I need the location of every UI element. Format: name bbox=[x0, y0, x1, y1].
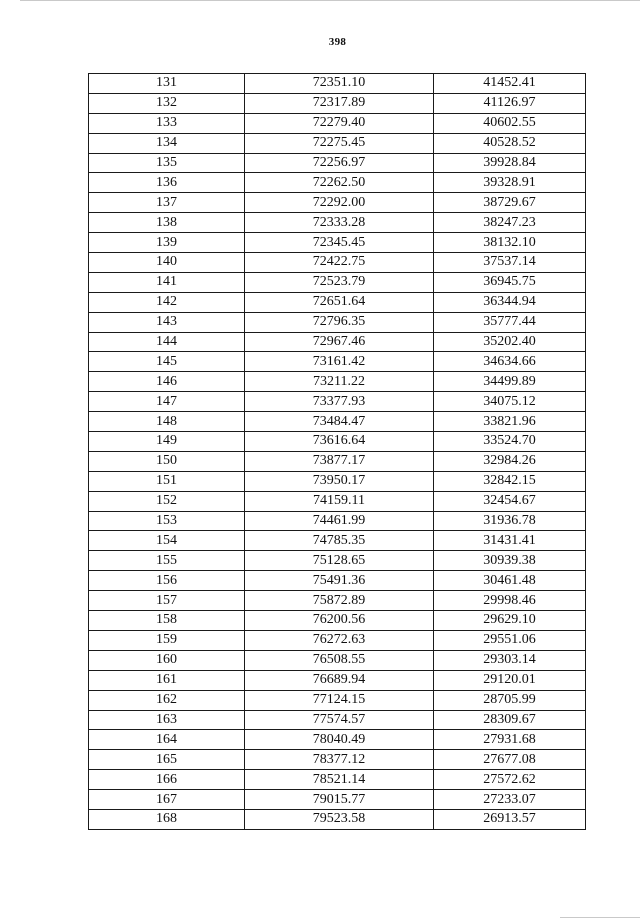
y-coordinate-cell: 41126.97 bbox=[434, 93, 586, 113]
table-row bbox=[89, 213, 586, 233]
point-number-cell: 132 bbox=[89, 93, 245, 113]
table-row bbox=[89, 93, 586, 113]
x-coordinate-cell: 72292.00 bbox=[245, 193, 434, 213]
x-coordinate-cell: 74785.35 bbox=[245, 531, 434, 551]
y-coordinate-cell: 27572.62 bbox=[434, 770, 586, 790]
y-coordinate-cell: 29120.01 bbox=[434, 670, 586, 690]
table-row bbox=[89, 750, 586, 770]
page-number: 398 bbox=[328, 36, 347, 48]
table-row bbox=[89, 352, 586, 372]
table-row bbox=[89, 173, 586, 193]
x-coordinate-cell: 74159.11 bbox=[245, 491, 434, 511]
y-coordinate-cell: 34634.66 bbox=[434, 352, 586, 372]
y-coordinate-cell: 39328.91 bbox=[434, 173, 586, 193]
point-number-cell: 150 bbox=[89, 451, 245, 471]
table-row bbox=[89, 412, 586, 432]
table-row bbox=[89, 253, 586, 273]
point-number-cell: 155 bbox=[89, 551, 245, 571]
y-coordinate-cell: 28309.67 bbox=[434, 710, 586, 730]
x-coordinate-cell: 75491.36 bbox=[245, 571, 434, 591]
table-row bbox=[89, 710, 586, 730]
y-coordinate-cell: 30461.48 bbox=[434, 571, 586, 591]
x-coordinate-cell: 73616.64 bbox=[245, 432, 434, 452]
y-coordinate-cell: 32842.15 bbox=[434, 471, 586, 491]
point-number-cell: 159 bbox=[89, 630, 245, 650]
y-coordinate-cell: 27931.68 bbox=[434, 730, 586, 750]
table-row bbox=[89, 551, 586, 571]
y-coordinate-cell: 29303.14 bbox=[434, 650, 586, 670]
x-coordinate-cell: 72651.64 bbox=[245, 292, 434, 312]
point-number-cell: 163 bbox=[89, 710, 245, 730]
point-number-cell: 160 bbox=[89, 650, 245, 670]
y-coordinate-cell: 27677.08 bbox=[434, 750, 586, 770]
point-number-cell: 148 bbox=[89, 412, 245, 432]
x-coordinate-cell: 73484.47 bbox=[245, 412, 434, 432]
x-coordinate-cell: 76200.56 bbox=[245, 611, 434, 631]
x-coordinate-cell: 72317.89 bbox=[245, 93, 434, 113]
x-coordinate-cell: 79015.77 bbox=[245, 790, 434, 810]
table-row bbox=[89, 790, 586, 810]
y-coordinate-cell: 31431.41 bbox=[434, 531, 586, 551]
y-coordinate-cell: 39928.84 bbox=[434, 153, 586, 173]
x-coordinate-cell: 72422.75 bbox=[245, 253, 434, 273]
table-row bbox=[89, 471, 586, 491]
point-number-cell: 137 bbox=[89, 193, 245, 213]
table-row bbox=[89, 113, 586, 133]
table-row bbox=[89, 372, 586, 392]
table-row bbox=[89, 809, 586, 829]
x-coordinate-cell: 72256.97 bbox=[245, 153, 434, 173]
x-coordinate-cell: 76689.94 bbox=[245, 670, 434, 690]
y-coordinate-cell: 41452.41 bbox=[434, 74, 586, 94]
point-number-cell: 145 bbox=[89, 352, 245, 372]
y-coordinate-cell: 33821.96 bbox=[434, 412, 586, 432]
point-number-cell: 147 bbox=[89, 392, 245, 412]
coordinate-table bbox=[88, 73, 586, 830]
scan-bottom-edge bbox=[560, 917, 640, 918]
y-coordinate-cell: 35202.40 bbox=[434, 332, 586, 352]
y-coordinate-cell: 29551.06 bbox=[434, 630, 586, 650]
point-number-cell: 153 bbox=[89, 511, 245, 531]
table-row bbox=[89, 312, 586, 332]
y-coordinate-cell: 38729.67 bbox=[434, 193, 586, 213]
point-number-cell: 144 bbox=[89, 332, 245, 352]
point-number-cell: 168 bbox=[89, 809, 245, 829]
y-coordinate-cell: 38132.10 bbox=[434, 233, 586, 253]
x-coordinate-cell: 72351.10 bbox=[245, 74, 434, 94]
x-coordinate-cell: 72279.40 bbox=[245, 113, 434, 133]
y-coordinate-cell: 29629.10 bbox=[434, 611, 586, 631]
point-number-cell: 133 bbox=[89, 113, 245, 133]
x-coordinate-cell: 75872.89 bbox=[245, 591, 434, 611]
y-coordinate-cell: 34499.89 bbox=[434, 372, 586, 392]
point-number-cell: 161 bbox=[89, 670, 245, 690]
y-coordinate-cell: 34075.12 bbox=[434, 392, 586, 412]
x-coordinate-cell: 78377.12 bbox=[245, 750, 434, 770]
x-coordinate-cell: 77124.15 bbox=[245, 690, 434, 710]
table-row bbox=[89, 432, 586, 452]
table-row bbox=[89, 571, 586, 591]
table-row bbox=[89, 74, 586, 94]
point-number-cell: 158 bbox=[89, 611, 245, 631]
table-row bbox=[89, 531, 586, 551]
point-number-cell: 162 bbox=[89, 690, 245, 710]
x-coordinate-cell: 72333.28 bbox=[245, 213, 434, 233]
y-coordinate-cell: 36344.94 bbox=[434, 292, 586, 312]
x-coordinate-cell: 72345.45 bbox=[245, 233, 434, 253]
point-number-cell: 156 bbox=[89, 571, 245, 591]
point-number-cell: 140 bbox=[89, 253, 245, 273]
point-number-cell: 142 bbox=[89, 292, 245, 312]
point-number-cell: 134 bbox=[89, 133, 245, 153]
y-coordinate-cell: 30939.38 bbox=[434, 551, 586, 571]
point-number-cell: 139 bbox=[89, 233, 245, 253]
table-row bbox=[89, 511, 586, 531]
table-row bbox=[89, 233, 586, 253]
point-number-cell: 157 bbox=[89, 591, 245, 611]
point-number-cell: 146 bbox=[89, 372, 245, 392]
point-number-cell: 164 bbox=[89, 730, 245, 750]
table-row bbox=[89, 670, 586, 690]
table-row bbox=[89, 292, 586, 312]
x-coordinate-cell: 73950.17 bbox=[245, 471, 434, 491]
x-coordinate-cell: 73161.42 bbox=[245, 352, 434, 372]
table-row bbox=[89, 690, 586, 710]
point-number-cell: 166 bbox=[89, 770, 245, 790]
table-row bbox=[89, 630, 586, 650]
y-coordinate-cell: 29998.46 bbox=[434, 591, 586, 611]
x-coordinate-cell: 78040.49 bbox=[245, 730, 434, 750]
y-coordinate-cell: 35777.44 bbox=[434, 312, 586, 332]
x-coordinate-cell: 76508.55 bbox=[245, 650, 434, 670]
y-coordinate-cell: 40602.55 bbox=[434, 113, 586, 133]
point-number-cell: 152 bbox=[89, 491, 245, 511]
table-row bbox=[89, 611, 586, 631]
table-row bbox=[89, 650, 586, 670]
table-row bbox=[89, 153, 586, 173]
point-number-cell: 143 bbox=[89, 312, 245, 332]
x-coordinate-cell: 74461.99 bbox=[245, 511, 434, 531]
x-coordinate-cell: 72275.45 bbox=[245, 133, 434, 153]
x-coordinate-cell: 73211.22 bbox=[245, 372, 434, 392]
y-coordinate-cell: 26913.57 bbox=[434, 809, 586, 829]
table-row bbox=[89, 730, 586, 750]
y-coordinate-cell: 36945.75 bbox=[434, 272, 586, 292]
y-coordinate-cell: 38247.23 bbox=[434, 213, 586, 233]
y-coordinate-cell: 27233.07 bbox=[434, 790, 586, 810]
point-number-cell: 135 bbox=[89, 153, 245, 173]
table-row bbox=[89, 272, 586, 292]
point-number-cell: 141 bbox=[89, 272, 245, 292]
point-number-cell: 136 bbox=[89, 173, 245, 193]
x-coordinate-cell: 76272.63 bbox=[245, 630, 434, 650]
table-row bbox=[89, 332, 586, 352]
table-row bbox=[89, 193, 586, 213]
table-row bbox=[89, 591, 586, 611]
x-coordinate-cell: 79523.58 bbox=[245, 809, 434, 829]
y-coordinate-cell: 40528.52 bbox=[434, 133, 586, 153]
x-coordinate-cell: 72262.50 bbox=[245, 173, 434, 193]
point-number-cell: 149 bbox=[89, 432, 245, 452]
y-coordinate-cell: 32984.26 bbox=[434, 451, 586, 471]
point-number-cell: 165 bbox=[89, 750, 245, 770]
x-coordinate-cell: 73877.17 bbox=[245, 451, 434, 471]
x-coordinate-cell: 73377.93 bbox=[245, 392, 434, 412]
y-coordinate-cell: 28705.99 bbox=[434, 690, 586, 710]
y-coordinate-cell: 32454.67 bbox=[434, 491, 586, 511]
x-coordinate-cell: 72523.79 bbox=[245, 272, 434, 292]
table-row bbox=[89, 392, 586, 412]
point-number-cell: 131 bbox=[89, 74, 245, 94]
x-coordinate-cell: 75128.65 bbox=[245, 551, 434, 571]
y-coordinate-cell: 31936.78 bbox=[434, 511, 586, 531]
point-number-cell: 167 bbox=[89, 790, 245, 810]
x-coordinate-cell: 72967.46 bbox=[245, 332, 434, 352]
x-coordinate-cell: 72796.35 bbox=[245, 312, 434, 332]
point-number-cell: 151 bbox=[89, 471, 245, 491]
coordinate-table-body bbox=[89, 74, 586, 830]
x-coordinate-cell: 77574.57 bbox=[245, 710, 434, 730]
y-coordinate-cell: 33524.70 bbox=[434, 432, 586, 452]
table-row bbox=[89, 451, 586, 471]
table-row bbox=[89, 770, 586, 790]
table-row bbox=[89, 491, 586, 511]
point-number-cell: 154 bbox=[89, 531, 245, 551]
scan-top-edge bbox=[20, 0, 640, 1]
table-row bbox=[89, 133, 586, 153]
y-coordinate-cell: 37537.14 bbox=[434, 253, 586, 273]
x-coordinate-cell: 78521.14 bbox=[245, 770, 434, 790]
point-number-cell: 138 bbox=[89, 213, 245, 233]
